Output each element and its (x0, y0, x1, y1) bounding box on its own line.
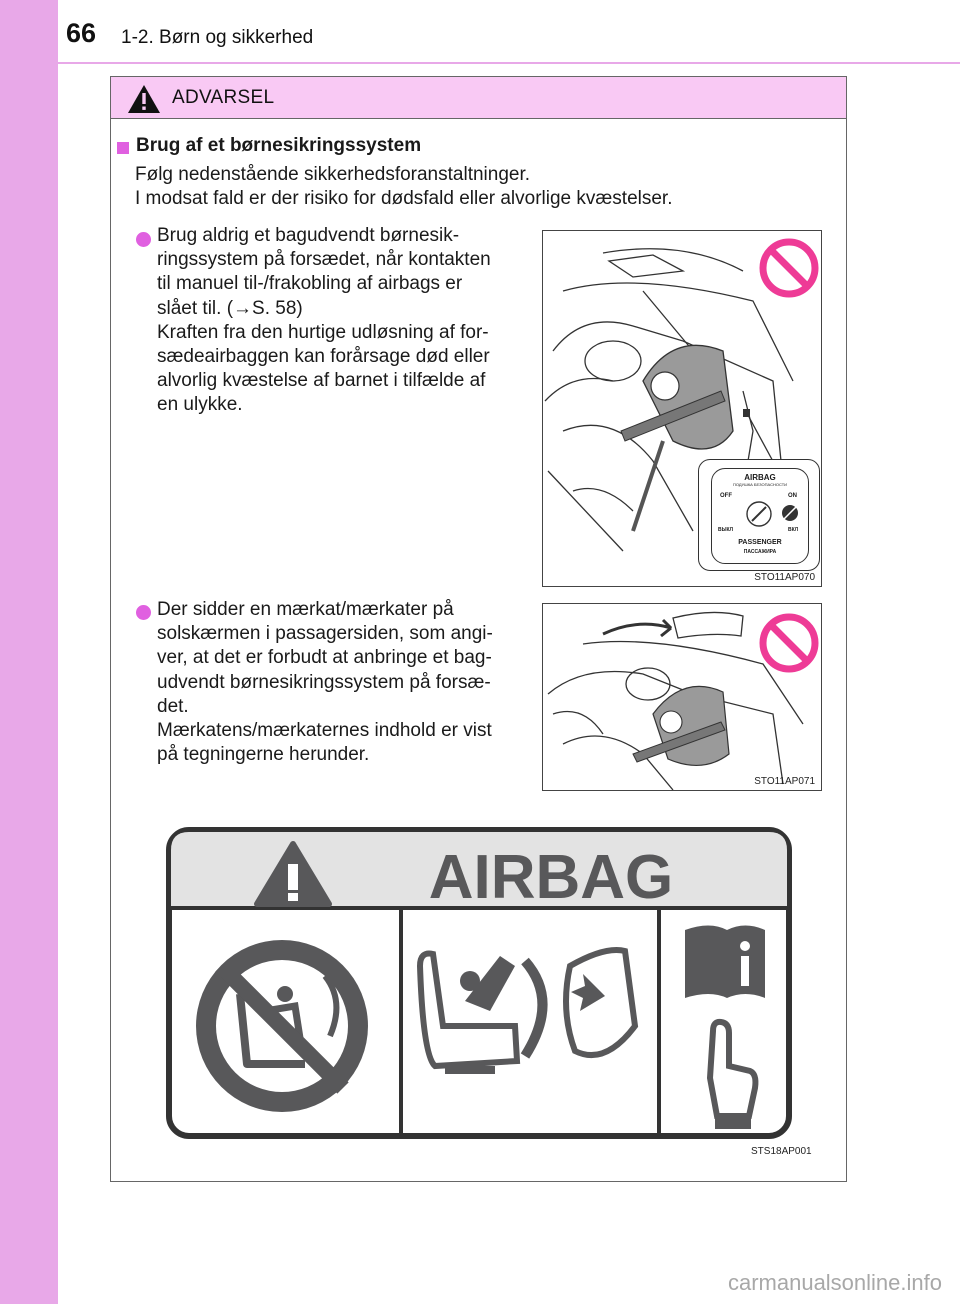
text-line: en ulykke. (157, 394, 243, 416)
airbag-switch-plate (711, 468, 809, 564)
warning-label: ADVARSEL (172, 87, 275, 108)
heading-square-icon (117, 142, 129, 154)
text-line: solskærmen i passagersiden, som angi- (157, 623, 493, 645)
warning-heading: Brug af et børnesikringssystem (136, 135, 422, 156)
intro-line: Følg nedenstående sikkerhedsforanstaltninger. (135, 164, 531, 185)
intro-line: I modsat fald er der risiko for dødsfald eller alvorlige kvæstelser. (135, 188, 673, 209)
figure-caption: STS18AP001 (751, 1146, 812, 1157)
bullet-text-1 (157, 224, 521, 418)
airbag-title: AIRBAG (428, 843, 674, 912)
bullet-dot-icon (136, 605, 151, 620)
warning-intro (135, 163, 673, 211)
section-title: 1-2. Børn og sikkerhed (121, 27, 314, 48)
airbag-on-icon (780, 503, 800, 523)
side-tab-strip (0, 0, 58, 1304)
text-line: Mærkatens/mærkaternes indhold er vist (157, 720, 492, 742)
text-line: sædeairbaggen kan forårsage død eller (157, 346, 490, 368)
warning-header (111, 77, 846, 119)
figure-sun-visor-label (542, 603, 822, 791)
page-number: 66 (66, 18, 97, 48)
figure-caption: STO11AP070 (754, 572, 815, 583)
text-line: det. (157, 695, 189, 717)
warning-triangle-icon (127, 84, 161, 114)
text-line: på tegningerne herunder. (157, 744, 370, 766)
prohibited-icon (758, 237, 820, 299)
switch-off: OFF (720, 493, 732, 499)
switch-on-ru: ВКЛ (788, 527, 799, 533)
bullet-text-2 (157, 598, 521, 767)
text-line: slået til. (→S. 58) (157, 297, 303, 319)
bullet-dot-icon (136, 232, 151, 247)
text-line: Der sidder en mærkat/mærkater på (157, 599, 454, 620)
switch-on: ON (788, 493, 797, 499)
switch-bottom-ru: ПАССАЖИРА (743, 549, 777, 555)
manual-info-icon (685, 926, 765, 999)
switch-bottom: PASSENGER (738, 539, 782, 546)
header-rule (58, 62, 960, 64)
text-line: ver, at det er forbudt at anbringe et bag- (157, 647, 492, 669)
text-line: Brug aldrig et bagudvendt børnesik- (157, 225, 460, 246)
text-line: til manuel til-/frakobling af airbags er (157, 273, 463, 295)
prohibited-icon (758, 612, 820, 674)
figure-caption: STO11AP071 (754, 776, 815, 787)
text-line: Kraften fra den hurtige udløsning af for- (157, 321, 489, 343)
switch-title-ru: ПОДУШКА БЕЗОПАСНОСТИ (732, 482, 788, 487)
figure-rear-facing-seat-front (542, 230, 822, 587)
switch-label-callout (698, 459, 820, 571)
key-switch-icon (744, 499, 774, 529)
no-child-seat-icon (196, 940, 368, 1112)
switch-title: AIRBAG (744, 473, 776, 482)
text-line: udvendt børnesikringssystem på forsæ- (157, 671, 491, 693)
text-line: ringssystem på forsædet, når kontakten (157, 249, 491, 271)
airbag-warning-label (165, 826, 799, 1162)
switch-off-ru: ВЫКЛ (718, 527, 734, 533)
watermark: carmanualsonline.info (727, 1270, 942, 1295)
text-line: alvorlig kvæstelse af barnet i tilfælde af (157, 370, 486, 392)
